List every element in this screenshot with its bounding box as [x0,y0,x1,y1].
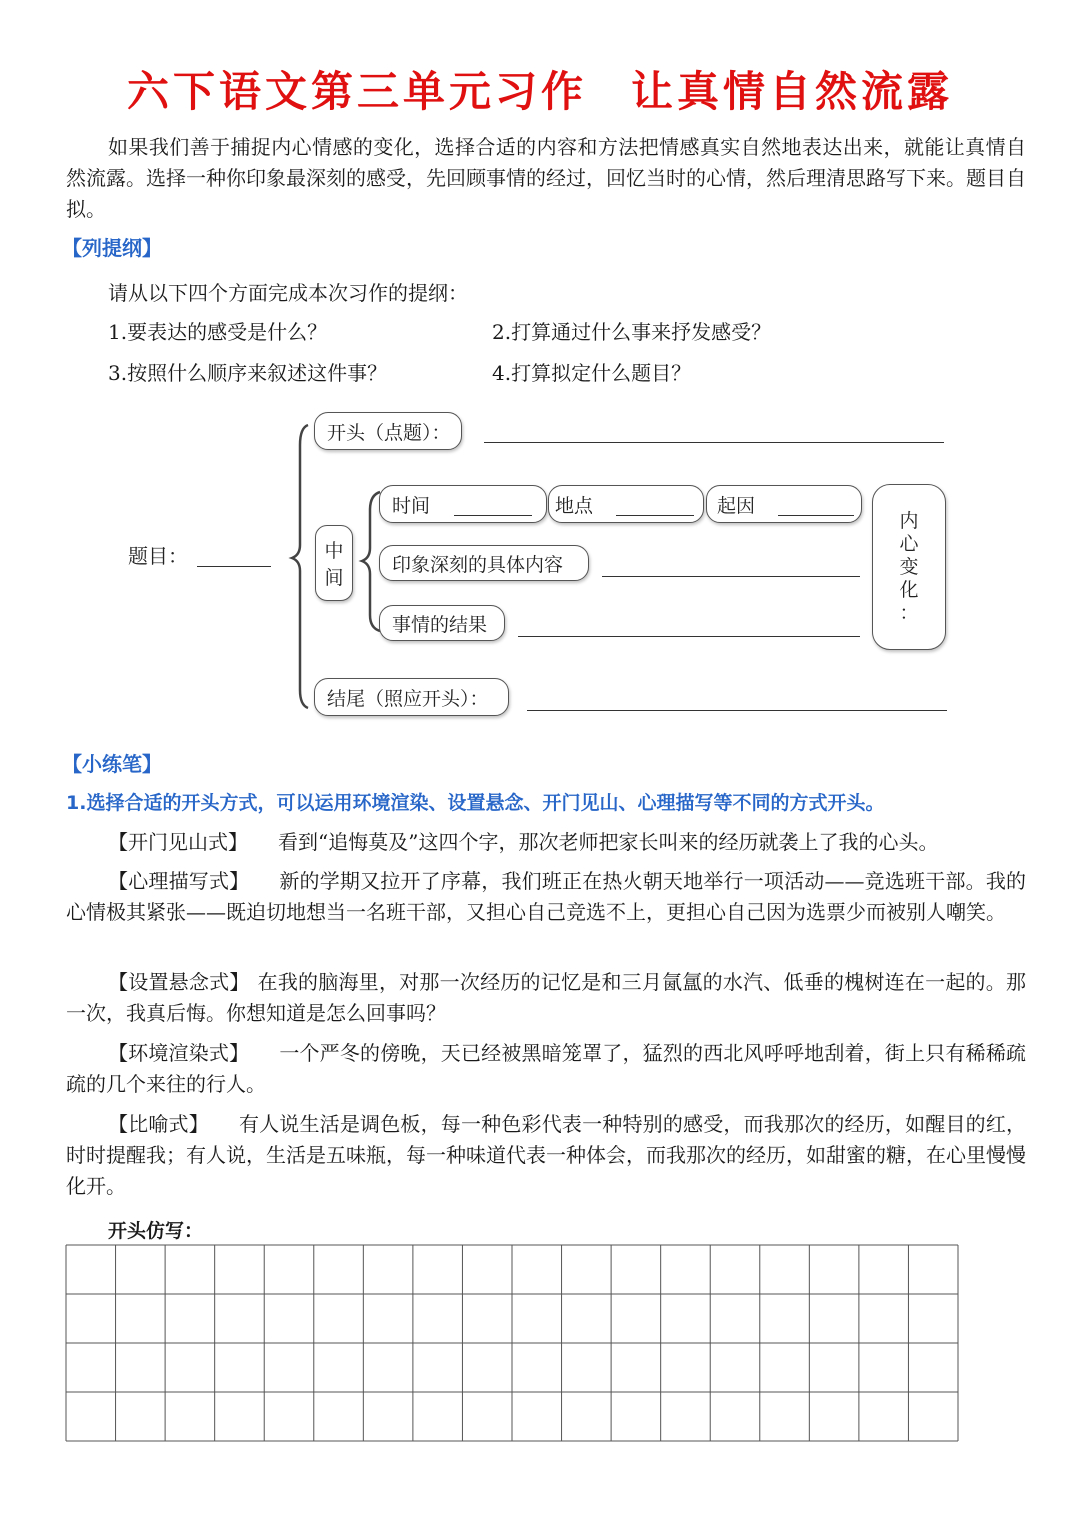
cause-blank[interactable] [778,515,854,516]
outline-heading: 【列提纲】 [62,236,162,260]
example-tag: 【比喻式】 [108,1112,209,1136]
writing-grid[interactable] [65,1244,959,1442]
title-part1: 六下语文第三单元习作 [126,67,587,116]
time-blank[interactable] [454,515,532,516]
inner-change-char-5: ： [899,601,919,624]
result-blank[interactable] [518,636,860,637]
example-text: 看到“追悔莫及”这四个字，那次老师把家长叫来的经历就袭上了我的心头。 [278,830,939,854]
time-box [379,485,547,523]
place-box [548,485,704,523]
topic-blank[interactable] [197,566,271,567]
details-box [379,545,589,581]
example-opening [66,827,1026,858]
topic-label: 题目： [128,544,188,568]
middle-char-2: 间 [324,567,344,589]
example-text: 在我的脑海里，对那一次经历的记忆是和三月氤氲的水汽、低垂的槐树连在一起的。那一次，我真后悔。你想知道是怎么回事吗？ [66,970,1027,1025]
details-blank[interactable] [602,576,860,577]
example-tag: 【开门见山式】 [108,830,248,854]
example-metaphor [66,1109,1026,1202]
place-blank[interactable] [616,515,694,516]
middle-char-1: 中 [324,540,344,562]
result-label: 事情的结果 [392,613,488,636]
inner-change-box [872,484,946,650]
outline-question-4: 4.打算拟定什么题目？ [492,361,692,385]
time-label: 时间 [392,494,431,517]
inner-change-char-4: 化 [899,578,919,601]
imitation-label: 开头仿写： [108,1220,204,1242]
example-tag: 【设置悬念式】 [108,970,250,994]
cause-label: 起因 [717,494,756,517]
practice-heading: 【小练笔】 [62,752,162,776]
example-tag: 【心理描写式】 [108,869,250,893]
result-box [379,605,505,641]
opening-box [314,412,462,450]
inner-change-char-1: 内 [899,509,919,532]
opening-label: 开头（点题）： [327,421,451,444]
example-suspense [66,967,1026,1029]
inner-change-char-2: 心 [899,532,919,555]
title-part2: 让真情自然流露 [631,67,954,116]
outline-question-2: 2.打算通过什么事来抒发感受？ [492,320,772,344]
example-environment [66,1038,1026,1100]
ending-label: 结尾（照应开头）： [327,687,489,710]
ending-box [314,678,509,716]
intro-paragraph: 如果我们善于捕捉内心情感的变化，选择合适的内容和方法把情感真实自然地表达出来，就能让真情自然流露。选择一种你印象最深刻的感受，先回顾事情的经过，回忆当时的心情，然后理清思路写下来。题目自拟。 [66,135,1026,221]
outline-instruction: 请从以下四个方面完成本次习作的提纲： [108,281,468,305]
outline-question-1: 1.要表达的感受是什么？ [108,320,328,344]
example-text: 新的学期又拉开了序幕，我们班正在热火朝天地举行一项活动——竞选班干部。我的心情极其紧张——既迫切地想当一名班干部，又担心自己竞选不上，更担心自己因为选票少而被别人嘲笑。 [66,869,1027,924]
middle-box [315,525,353,601]
ending-blank[interactable] [527,710,947,711]
opening-blank[interactable] [484,442,944,443]
outline-question-3: 3.按照什么顺序来叙述这件事？ [108,361,388,385]
example-text: 一个严冬的傍晚，天已经被黑暗笼罩了，猛烈的西北风呼呼地刮着，街上只有稀稀疏疏的几个来往的行人。 [66,1041,1027,1096]
place-label: 地点 [555,494,594,517]
cause-box [706,485,862,523]
practice-task: 1.选择合适的开头方式，可以运用环境渲染、设置悬念、开门见山、心理描写等不同的方式开头。 [66,792,885,814]
example-text: 有人说生活是调色板，每一种色彩代表一种特别的感受，而我那次的经历，如醒目的红，时时提醒我；有人说，生活是五味瓶，每一种味道代表一种体会，而我那次的经历，如甜蜜的糖，在心里慢慢化开。 [66,1112,1027,1198]
inner-change-char-3: 变 [899,555,919,578]
example-psychology [66,866,1026,928]
details-label: 印象深刻的具体内容 [392,553,564,576]
example-tag: 【环境渲染式】 [108,1041,250,1065]
